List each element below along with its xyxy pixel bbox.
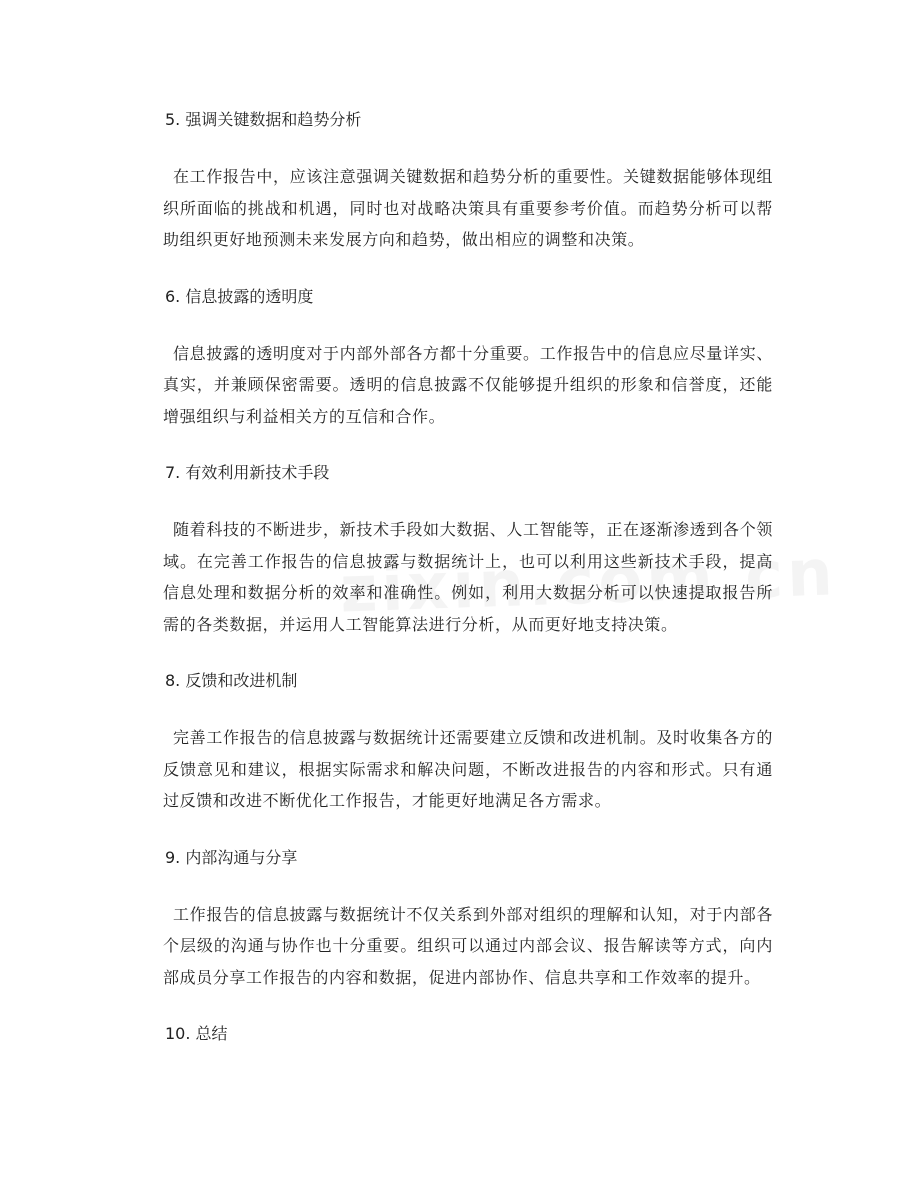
document-content	[163, 103, 773, 1075]
section-5-heading: 5. 强调关键数据和趋势分析	[165, 110, 362, 129]
section-7-heading: 7. 有效利用新技术手段	[165, 463, 330, 482]
section-9-heading: 9. 内部沟通与分享	[165, 847, 298, 867]
section-8-heading: 8. 反馈和改进机制	[165, 671, 298, 690]
section-6-heading: 6. 信息披露的透明度	[165, 286, 314, 306]
section-5-body: 在工作报告中，应该注意强调关键数据和趋势分析的重要性。关键数据能够体现组织所面临的挑战和机遇，同时也对战略决策具有重要参考价值。而趋势分析可以帮助组织更好地预测未来发展方向和趋势，做出相应的调整和决策。	[163, 167, 773, 249]
section-9-body: 工作报告的信息披露与数据统计不仅关系到外部对组织的理解和认知，对于内部各个层级的沟通与协作也十分重要。组织可以通过内部会议、报告解读等方式，向内部成员分享工作报告的内容和数据，促进内部协作、信息共享和工作效率的提升。	[163, 904, 773, 987]
section-7-body: 随着科技的不断进步，新技术手段如大数据、人工智能等，正在逐渐渗透到各个领域。在完善工作报告的信息披露与数据统计上，也可以利用这些新技术手段，提高信息处理和数据分析的效率和准确性。例如，利用大数据分析可以快速提取报告所需的各类数据，并运用人工智能算法进行分析，从而更好地支持决策。	[163, 520, 773, 634]
section-8-body: 完善工作报告的信息披露与数据统计还需要建立反馈和改进机制。及时收集各方的反馈意见和建议，根据实际需求和解决问题，不断改进报告的内容和形式。只有通过反馈和改进不断优化工作报告，才能更好地满足各方需求。	[163, 728, 773, 810]
section-10-heading: 10. 总结	[165, 1024, 228, 1043]
section-6-body: 信息披露的透明度对于内部外部各方都十分重要。工作报告中的信息应尽量详实、真实，并兼顾保密需要。透明的信息披露不仅能够提升组织的形象和信誉度，还能增强组织与利益相关方的互信和合作。	[163, 343, 773, 426]
